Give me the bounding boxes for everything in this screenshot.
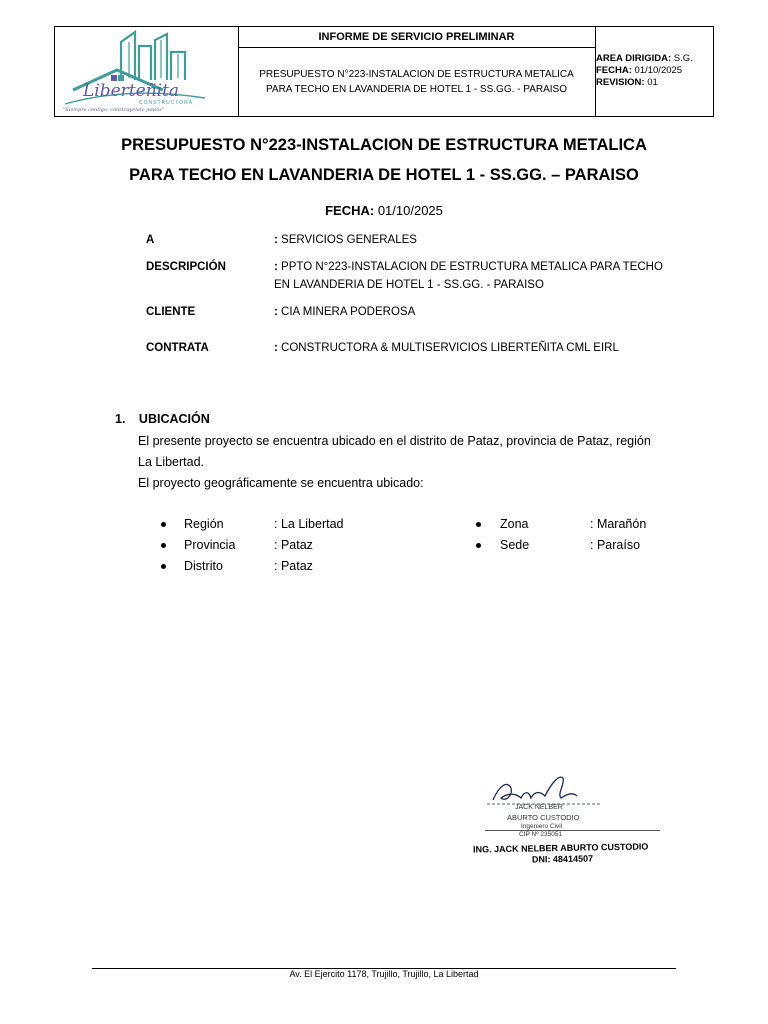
sede-label: Sede [500,538,530,552]
date-label: FECHA: [325,203,375,218]
fecha-value: 01/10/2025 [634,65,683,76]
region-value: : La Libertad [274,517,344,531]
area-row [596,53,714,65]
logo-tagline: "Siempre contigo, construyendo juntos" [63,107,165,113]
a-colon: : [274,234,278,246]
bullet-dot [161,564,166,569]
signer-dni: DNI: 48414507 [531,853,594,865]
header-title-cell [238,27,596,116]
cliente-label: CLIENTE [146,306,196,318]
a-label: A [146,234,155,246]
report-title: INFORME DE SERVICIO PRELIMINAR [238,27,595,48]
header-subtitle-line1: PRESUPUESTO N°223-INSTALACION DE ESTRUCTURA METALICA [259,69,574,80]
date-value: 01/10/2025 [377,203,443,218]
a-value-row [274,231,694,249]
zona-label: Zona [500,517,529,531]
fecha-label: FECHA: [596,65,632,76]
section-ubicacion-heading [115,412,210,426]
provincia-label: Provincia [184,538,236,552]
ubicacion-line3: El proyecto geográficamente se encuentra ubicado: [138,476,424,490]
header-meta [596,53,714,89]
company-logo-cell [55,27,239,116]
contrata-label: CONTRATA [146,342,209,354]
stamp-cip: CIP Nº 235051 [519,831,563,838]
a-value: SERVICIOS GENERALES [281,234,417,246]
section-number: 1. [115,412,126,426]
revision-label: REVISION: [596,77,645,88]
stamp-title: Ingeniero Civil [521,823,563,830]
revision-row [596,77,714,89]
contrata-value: CONSTRUCTORA & MULTISERVICIOS LIBERTEÑITA CML EIRL [281,342,619,354]
revision-value: 01 [647,77,658,88]
header-subtitle-line2: PARA TECHO EN LAVANDERIA DE HOTEL 1 - SS.GG. - PARAISO [265,84,567,95]
bullet-dot [161,522,166,527]
descripcion-label: DESCRIPCIÓN [146,261,226,273]
logo-brand-text: Liberteñita [83,81,180,101]
descripcion-colon: : [274,261,278,273]
document-title-line2: PARA TECHO EN LAVANDERIA DE HOTEL 1 - SS.GG. – PARAISO [129,166,639,184]
cliente-value-row [274,303,694,321]
region-label: Región [184,517,224,531]
zona-value: : Marañón [590,517,647,531]
logo-sub-text: CONSTRUCTORA [139,100,194,106]
ubicacion-paragraph [138,431,688,494]
area-value: S.G. [673,53,693,64]
descripcion-text1: PPTO N°223-INSTALACION DE ESTRUCTURA METALICA PARA TECHO [281,261,663,273]
ubicacion-line2: La Libertad. [138,455,205,469]
bullet-dot [476,522,481,527]
signature-block [455,770,670,865]
document-header [54,26,714,117]
ubicacion-line1: El presente proyecto se encuentra ubicado en el distrito de Pataz, provincia de Pataz, región [138,434,651,448]
bullet-dot [476,543,481,548]
document-date [0,203,768,218]
area-label: AREA DIRIGIDA: [596,53,672,64]
stamp-name-line1: JACK NELBER [515,804,563,811]
contrata-value-row [274,339,694,357]
distrito-value: : Pataz [274,559,313,573]
cliente-colon: : [274,306,278,318]
header-subtitle [242,67,591,97]
footer-address: Av. El Ejercito 1178, Trujillo, Trujillo, La Libertad [289,969,479,979]
descripcion-value [274,258,694,294]
contrata-colon: : [274,342,278,354]
sede-value: : Paraíso [590,538,641,552]
stamp-line [485,830,660,831]
bullet-dot [161,543,166,548]
descripcion-line2: EN LAVANDERIA DE HOTEL 1 - SS.GG. - PARAISO [274,279,544,291]
document-title-line1: PRESUPUESTO N°223-INSTALACION DE ESTRUCTURA METALICA [121,136,647,154]
provincia-value: : Pataz [274,538,313,552]
signer-name: ING. JACK NELBER ABURTO CUSTODIO [472,841,649,855]
distrito-label: Distrito [184,559,223,573]
cliente-value: CIA MINERA PODEROSA [281,306,416,318]
fecha-row [596,65,714,77]
stamp-name-line2: ABURTO CUSTODIO [507,813,580,822]
descripcion-line1 [274,258,694,276]
section-title: UBICACIÓN [138,412,210,426]
